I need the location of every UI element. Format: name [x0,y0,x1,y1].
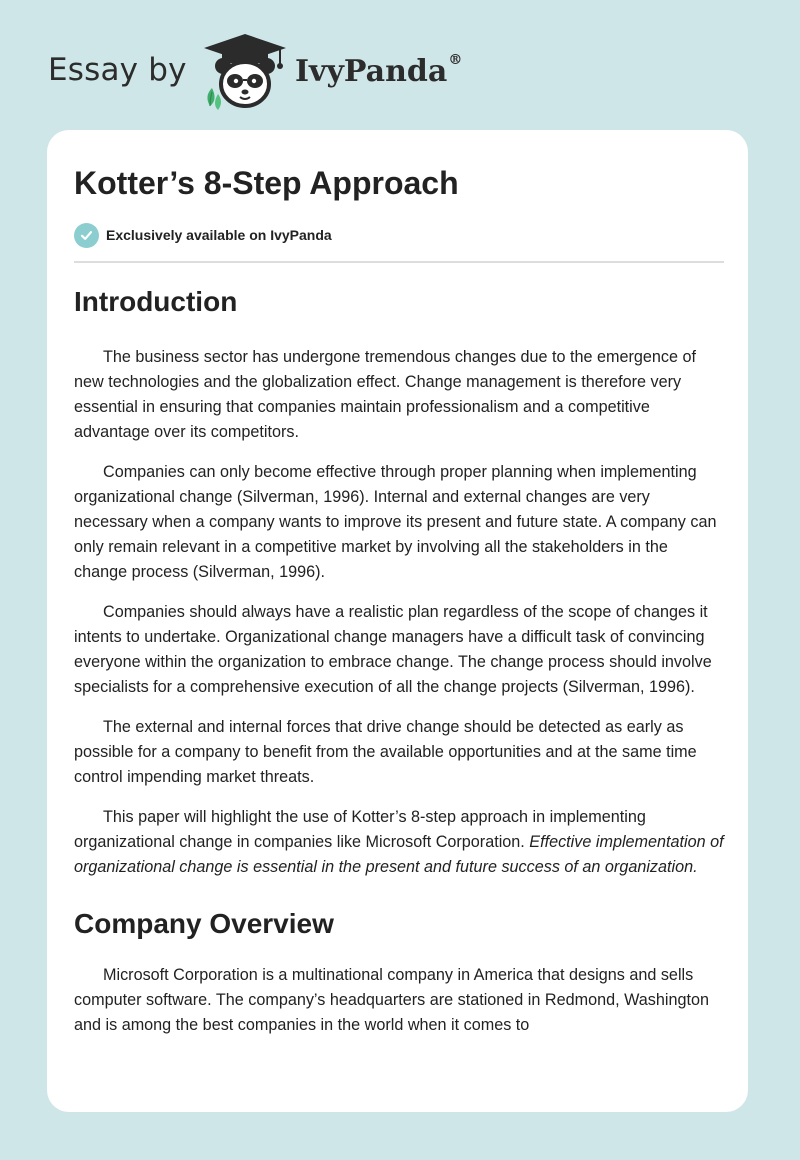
brand-name: IvyPanda® [295,52,463,89]
exclusive-badge [74,222,724,248]
section-heading-company-overview: Company Overview [74,908,334,939]
check-circle-icon [74,223,99,248]
paragraph-emphasis: Effective implementation of organizational change is essential in the present and future success of an organization. [74,833,724,876]
paragraph-text: This paper will highlight the use of Kotter’s 8-step approach in implementing organizational change in companies like Microsoft Corporation. [74,808,646,851]
brand-prefix: Essay by [48,52,187,88]
section-heading-introduction: Introduction [74,286,238,317]
paragraph: The external and internal forces that drive change should be detected as early as possible for a company to benefit from the available opportunities and at the same time control impending market threats. [74,718,697,786]
panda-graduate-logo-icon [200,32,290,112]
site-brand[interactable] [48,32,528,112]
title-divider [74,261,724,263]
exclusive-badge-label: Exclusively available on IvyPanda [106,227,332,243]
paragraph [74,805,724,880]
paragraph: Companies should always have a realistic plan regardless of the scope of changes it intents to undertake. Organizational change managers have a difficult task of convincing everyone within the organization to embrace change. The change process should involve specialists for a comprehensive execution of all the change projects (Silverman, 1996). [74,603,712,696]
essay-title: Kotter’s 8-Step Approach [74,165,459,201]
paragraph: Microsoft Corporation is a multinational company in America that designs and sells computer software. The company’s headquarters are stationed in Redmond, Washington and is among the best companies in the world when it comes to [74,966,709,1034]
registered-mark: ® [448,52,463,68]
essay-card [47,130,748,1112]
paragraph: The business sector has undergone tremendous changes due to the emergence of new technologies and the globalization effect. Change management is therefore very essential in ensuring that companies maintain professionalism and a competitive advantage over its competitors. [74,348,697,441]
essay-content [74,160,724,1053]
paragraph: Companies can only become effective through proper planning when implementing organizational change (Silverman, 1996). Internal and external changes are very necessary when a company wants to improve its present and future state. A company can only remain relevant in a competitive market by involving all the stakeholders in the change process (Silverman, 1996). [74,463,717,581]
